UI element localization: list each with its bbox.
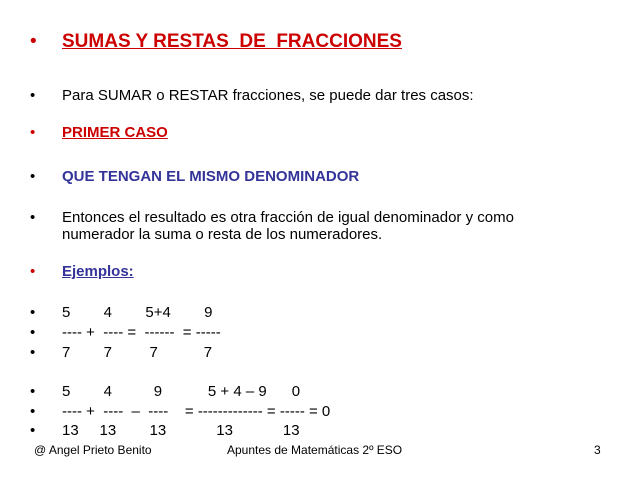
example1-line: ---- + ---- = ------ = ----- (62, 324, 221, 341)
footer-page-number: 3 (594, 443, 601, 457)
examples-heading: Ejemplos: (62, 263, 134, 280)
footer-subject: Apuntes de Matemáticas 2º ESO (227, 443, 403, 457)
bullet-icon: • (30, 87, 36, 104)
bullet-icon: • (30, 124, 36, 141)
case-description: QUE TENGAN EL MISMO DENOMINADOR (62, 168, 360, 185)
example1-line: 5 4 5+4 9 (62, 304, 213, 321)
example2-line: 13 13 13 13 13 (62, 422, 300, 439)
bullet-icon: • (30, 209, 36, 226)
explanation-line-1: Entonces el resultado es otra fracción de igual denominador y como (62, 209, 514, 226)
footer-author: @ Angel Prieto Benito (34, 443, 152, 457)
case-heading: PRIMER CASO (62, 124, 168, 141)
bullet-icon: • (30, 422, 36, 439)
intro-text: Para SUMAR o RESTAR fracciones, se puede dar tres casos: (62, 87, 474, 104)
bullet-icon: • (30, 344, 36, 361)
bullet-icon: • (30, 31, 37, 52)
bullet-icon: • (30, 403, 36, 420)
example2-line: ---- + ---- – ---- = ------------- = ----- = 0 (62, 403, 331, 420)
example2-line: 5 4 9 5 + 4 – 9 0 (62, 383, 301, 400)
bullet-icon: • (30, 304, 36, 321)
slide-title: SUMAS Y RESTAS DE FRACCIONES (62, 31, 402, 52)
bullet-icon: • (30, 263, 36, 280)
explanation-line-2: numerador la suma o resta de los numeradores. (62, 226, 383, 243)
bullet-icon: • (30, 383, 36, 400)
example1-line: 7 7 7 7 (62, 344, 213, 361)
bullet-icon: • (30, 324, 36, 341)
bullet-icon: • (30, 168, 36, 185)
